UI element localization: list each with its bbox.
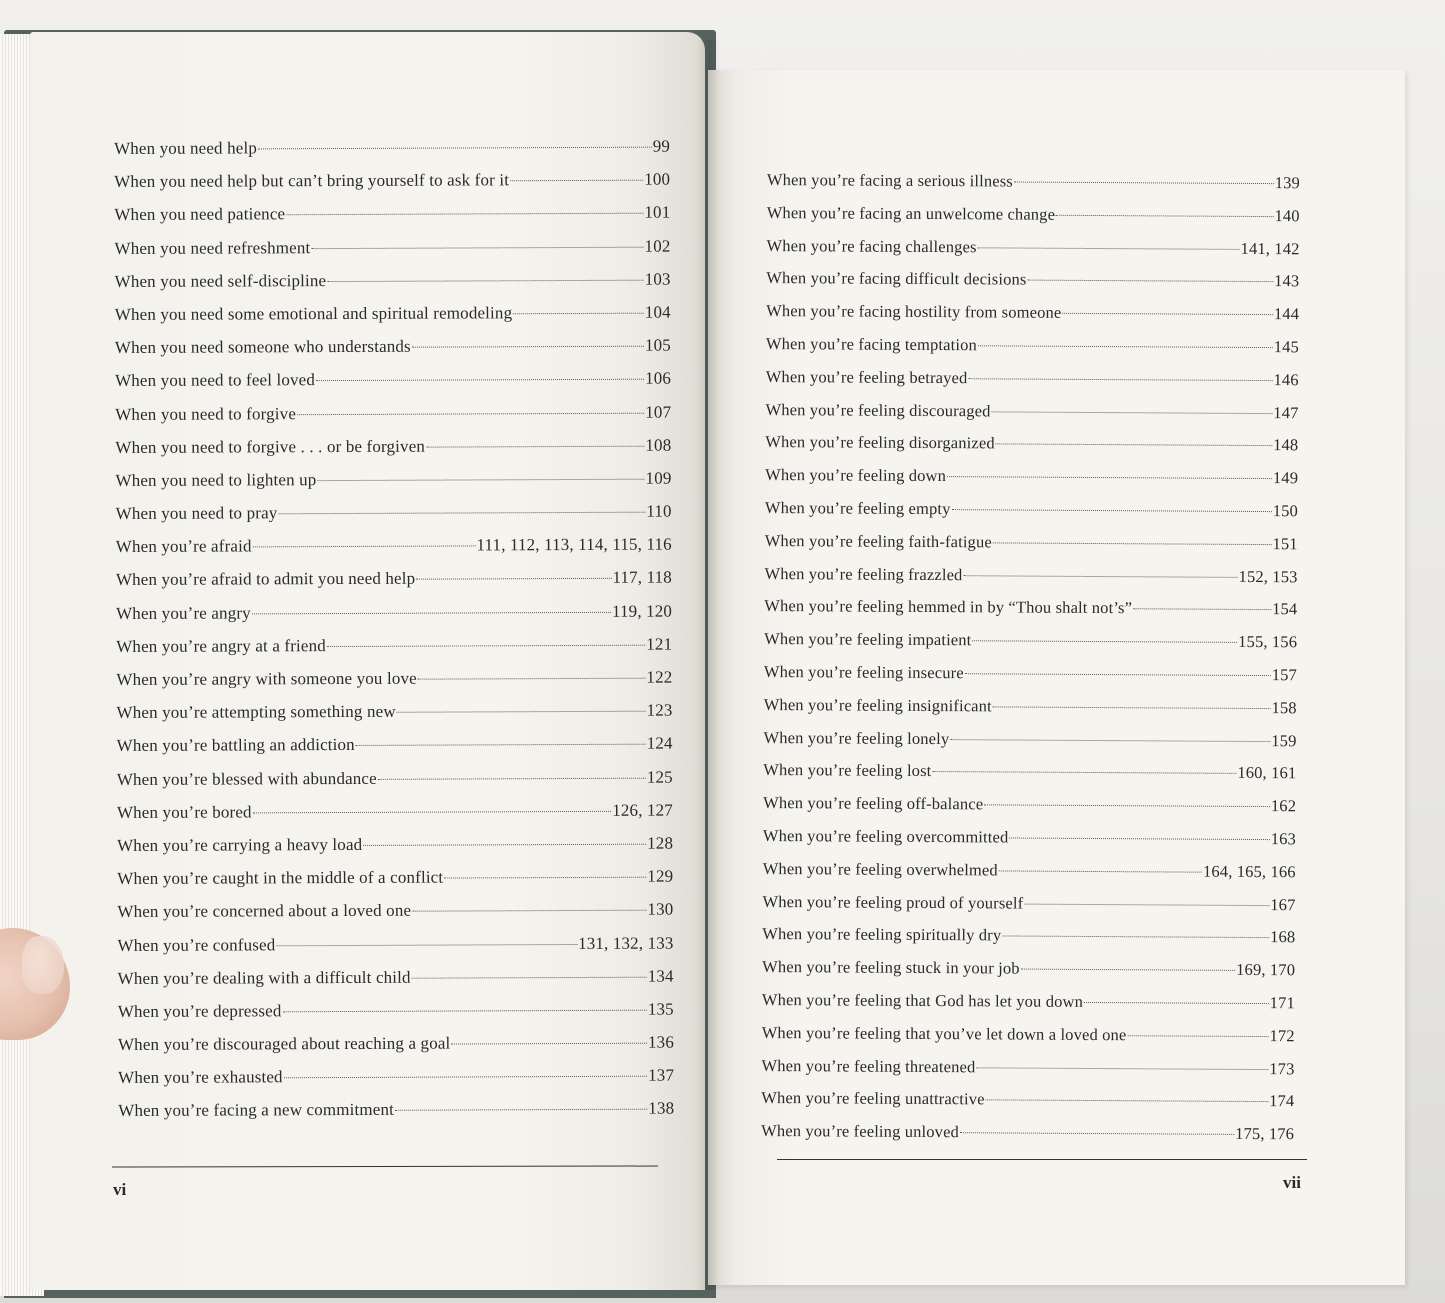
dot-leader <box>986 1099 1268 1103</box>
toc-entry-page: 105 <box>644 335 671 355</box>
dot-leader <box>1014 181 1274 185</box>
toc-entry-title: When you need someone who understands <box>114 336 411 358</box>
toc-entry-title: When you’re feeling hemmed in by “Thou shalt not’s” <box>764 596 1133 618</box>
toc-entry-page: 173 <box>1269 1058 1295 1078</box>
toc-entry <box>761 1055 1294 1091</box>
toc-entry-page: 162 <box>1270 796 1297 816</box>
dot-leader <box>412 345 644 348</box>
toc-entry <box>764 695 1297 731</box>
toc-entry <box>766 236 1299 272</box>
toc-entry-title: When you need help <box>114 138 257 158</box>
toc-entry-title: When you’re feeling down <box>765 465 947 486</box>
dot-leader <box>963 574 1237 578</box>
toc-entry-page: 108 <box>645 435 672 455</box>
dot-leader <box>297 411 644 415</box>
toc-entry <box>114 236 670 272</box>
toc-entry <box>117 867 673 903</box>
toc-entry <box>764 564 1297 600</box>
toc-entry-title: When you’re feeling lost <box>763 760 932 781</box>
toc-entry <box>116 601 672 637</box>
toc-list-right <box>761 170 1300 1157</box>
dot-leader <box>444 876 646 879</box>
toc-entry-page: 119, 120 <box>611 601 673 621</box>
toc-entry <box>765 432 1298 468</box>
toc-entry-page: 135 <box>647 999 674 1019</box>
toc-entry-title: When you’re feeling unloved <box>761 1121 960 1142</box>
toc-entry <box>765 465 1298 501</box>
toc-entry-page: 163 <box>1270 829 1296 849</box>
toc-entry-page: 100 <box>644 169 671 189</box>
toc-entry-page: 144 <box>1273 304 1300 324</box>
toc-entry-title: When you’re feeling overwhelmed <box>762 858 998 880</box>
toc-entry-page: 157 <box>1271 665 1297 685</box>
dot-leader <box>510 179 643 182</box>
dot-leader <box>947 475 1272 479</box>
toc-entry <box>767 203 1300 239</box>
dot-leader <box>978 344 1273 348</box>
toc-entry-title: When you’re afraid <box>115 536 252 557</box>
toc-entry-page: 154 <box>1272 599 1298 619</box>
toc-entry <box>116 535 672 571</box>
toc-entry-title: When you need help but can’t bring yourself to ask for it <box>114 170 510 192</box>
dot-leader <box>993 705 1271 709</box>
toc-entry <box>765 498 1298 534</box>
dot-leader <box>426 444 644 447</box>
toc-entry <box>761 1121 1294 1157</box>
toc-entry <box>116 634 672 670</box>
dot-leader <box>395 1108 647 1111</box>
dot-leader <box>993 541 1272 545</box>
toc-entry-page: 101 <box>644 202 671 223</box>
toc-entry-page: 104 <box>644 302 671 322</box>
toc-entry-title: When you’re exhausted <box>118 1067 283 1088</box>
page-number-right: vii <box>1283 1173 1301 1192</box>
toc-entry <box>118 1033 674 1069</box>
toc-entry-page: 129 <box>647 866 674 886</box>
dot-leader <box>999 869 1202 872</box>
toc-entry-page: 149 <box>1272 468 1299 488</box>
toc-entry <box>115 336 671 372</box>
toc-entry-title: When you’re feeling disorganized <box>765 432 995 453</box>
toc-entry-page: 140 <box>1274 205 1300 226</box>
dot-leader <box>978 246 1240 250</box>
toc-entry-page: 150 <box>1272 501 1298 521</box>
dot-leader <box>311 245 643 248</box>
dot-leader <box>253 810 612 814</box>
dot-leader <box>1002 935 1269 939</box>
toc-entry <box>763 859 1296 895</box>
toc-entry-title: When you need patience <box>114 204 286 225</box>
toc-entry-page: 168 <box>1270 927 1296 947</box>
toc-entry-title: When you need to forgive <box>115 403 297 424</box>
toc-entry <box>117 933 673 969</box>
dot-leader <box>968 377 1272 381</box>
toc-entry-title: When you’re depressed <box>117 1001 282 1021</box>
toc-entry-title: When you’re feeling lonely <box>763 727 950 748</box>
dot-leader <box>397 710 646 713</box>
toc-entry <box>117 900 673 936</box>
toc-entry-page: 152, 153 <box>1238 566 1298 586</box>
dot-leader <box>960 1131 1234 1135</box>
dot-leader <box>327 278 643 281</box>
toc-entry-title: When you’re attempting something new <box>116 701 396 723</box>
toc-entry-title: When you’re feeling stuck in your job <box>762 957 1020 978</box>
toc-entry-title: When you’re bored <box>116 802 252 822</box>
toc-entry-page: 159 <box>1271 730 1297 750</box>
toc-entry <box>114 170 670 206</box>
toc-entry-page: 175, 176 <box>1235 1123 1295 1144</box>
toc-entry-title: When you need self-discipline <box>114 270 327 291</box>
toc-entry-page: 126, 127 <box>612 800 673 820</box>
toc-entry-page: 143 <box>1274 271 1300 291</box>
toc-entry-page: 151 <box>1272 533 1298 554</box>
toc-entry-title: When you’re feeling insecure <box>763 661 964 683</box>
toc-entry-title: When you’re angry with someone you love <box>116 668 417 689</box>
toc-entry-page: 121 <box>646 634 673 654</box>
toc-entry-page: 103 <box>644 269 671 289</box>
dot-leader <box>412 909 646 912</box>
dot-leader <box>363 843 646 846</box>
toc-entry-page: 138 <box>648 1099 675 1119</box>
toc-entry-title: When you’re facing temptation <box>765 333 977 355</box>
toc-entry <box>118 966 674 1002</box>
toc-entry <box>116 502 672 538</box>
toc-entry-title: When you’re feeling unattractive <box>761 1088 985 1109</box>
toc-entry-page: 106 <box>645 368 672 388</box>
toc-entry <box>115 269 671 305</box>
dot-leader <box>1024 902 1269 905</box>
dot-leader <box>316 378 644 381</box>
toc-entry-page: 128 <box>647 833 674 853</box>
dot-leader <box>282 1009 646 1013</box>
toc-entry <box>764 596 1297 632</box>
toc-entry-title: When you need to pray <box>115 503 278 524</box>
toc-entry-title: When you’re concerned about a loved one <box>117 901 412 922</box>
toc-entry-title: When you need to forgive . . . or be forgiven <box>115 436 426 457</box>
toc-entry-page: 137 <box>648 1065 675 1085</box>
toc-entry-title: When you’re feeling spiritually dry <box>762 924 1002 945</box>
toc-entry-title: When you’re facing a serious illness <box>766 170 1013 191</box>
toc-entry-title: When you’re feeling faith-fatigue <box>764 530 992 552</box>
toc-entry <box>761 1088 1294 1124</box>
toc-entry-page: 102 <box>644 236 671 256</box>
dot-leader <box>327 643 645 646</box>
dot-leader <box>378 776 646 779</box>
toc-entry-page: 123 <box>646 700 673 720</box>
toc-entry-title: When you need to feel loved <box>115 370 316 391</box>
dot-leader <box>976 1066 1268 1070</box>
dot-leader <box>972 639 1237 643</box>
toc-entry-page: 172 <box>1269 1025 1295 1045</box>
toc-entry <box>765 400 1298 436</box>
toc-entry-title: When you’re afraid to admit you need help <box>115 569 416 590</box>
toc-entry-page: 169, 170 <box>1236 960 1296 980</box>
toc-list-left <box>114 137 674 1135</box>
toc-entry-page: 148 <box>1273 435 1299 455</box>
dot-leader <box>952 508 1272 512</box>
dot-leader <box>1084 1001 1269 1004</box>
toc-entry-page: 134 <box>647 966 674 986</box>
toc-entry-page: 136 <box>647 1032 674 1052</box>
dot-leader <box>356 743 646 746</box>
toc-entry-page: 158 <box>1271 697 1297 717</box>
toc-entry-page: 124 <box>646 733 673 754</box>
toc-entry-title: When you need to lighten up <box>115 469 317 490</box>
toc-entry <box>117 834 673 870</box>
toc-entry-page: 167 <box>1270 894 1296 914</box>
toc-entry <box>766 268 1299 304</box>
toc-entry-page: 160, 161 <box>1237 763 1297 783</box>
dot-leader <box>253 545 476 548</box>
dot-leader <box>416 577 611 580</box>
toc-entry <box>115 435 671 471</box>
toc-entry <box>763 760 1296 796</box>
toc-entry-title: When you’re facing challenges <box>766 235 977 256</box>
toc-entry-page: 164, 165, 166 <box>1202 861 1296 881</box>
toc-entry <box>115 303 671 339</box>
toc-entry <box>763 793 1296 829</box>
dot-leader <box>258 146 652 150</box>
toc-entry-page: 99 <box>652 136 671 156</box>
toc-entry-title: When you’re feeling threatened <box>761 1055 976 1076</box>
dot-leader <box>984 803 1270 807</box>
dot-leader <box>1133 608 1271 611</box>
toc-entry-page: 111, 112, 113, 114, 115, 116 <box>476 534 672 555</box>
toc-entry-title: When you’re confused <box>117 934 276 955</box>
toc-entry-title: When you’re angry <box>116 603 251 623</box>
dot-leader <box>317 478 644 481</box>
dot-leader <box>932 770 1236 774</box>
toc-entry <box>763 728 1296 764</box>
toc-entry-title: When you’re feeling that you’ve let down a loved one <box>761 1022 1127 1044</box>
toc-entry-title: When you’re feeling that God has let you down <box>761 989 1084 1011</box>
toc-entry-title: When you need refreshment <box>114 237 311 258</box>
toc-entry-page: 109 <box>645 468 672 488</box>
toc-entry-title: When you’re angry at a friend <box>116 635 326 656</box>
toc-entry-title: When you’re feeling overcommitted <box>762 825 1009 847</box>
toc-entry-title: When you’re feeling impatient <box>764 629 972 650</box>
page-number-left: vi <box>113 1180 127 1199</box>
toc-entry-title: When you’re feeling off-balance <box>763 793 984 814</box>
toc-entry-page: 125 <box>646 767 673 787</box>
toc-entry-title: When you’re facing a new commitment <box>118 1100 395 1121</box>
toc-entry-page: 122 <box>646 667 673 687</box>
toc-entry-title: When you’re facing an unwelcome change <box>766 202 1056 224</box>
dot-leader <box>996 443 1272 447</box>
toc-entry <box>115 468 671 504</box>
toc-entry <box>762 957 1295 993</box>
toc-entry <box>765 531 1298 567</box>
toc-entry <box>115 369 671 405</box>
dot-leader <box>451 1042 647 1045</box>
toc-entry <box>767 170 1300 206</box>
dot-leader <box>276 942 577 945</box>
toc-entry <box>118 1066 674 1102</box>
toc-entry-page: 141, 142 <box>1240 238 1300 258</box>
toc-entry-page: 145 <box>1273 337 1299 357</box>
toc-entry <box>117 800 673 836</box>
toc-entry-page: 174 <box>1269 1091 1295 1111</box>
dot-leader <box>1009 836 1269 840</box>
toc-entry <box>114 137 670 173</box>
toc-entry-title: When you’re battling an addiction <box>116 735 355 756</box>
toc-entry <box>118 1099 674 1135</box>
toc-entry-title: When you’re feeling frazzled <box>764 563 963 584</box>
toc-entry <box>764 662 1297 698</box>
dot-leader <box>418 677 646 680</box>
footer-rule-right <box>777 1159 1307 1160</box>
toc-entry-page: 171 <box>1269 993 1295 1013</box>
dot-leader <box>513 312 644 315</box>
dot-leader <box>284 1075 647 1079</box>
dot-leader <box>278 511 645 515</box>
toc-entry <box>766 334 1299 370</box>
dot-leader <box>1056 214 1273 217</box>
toc-entry-title: When you’re dealing with a difficult child <box>117 967 411 988</box>
book-gutter-shadow <box>696 40 720 1290</box>
toc-entry <box>764 629 1297 665</box>
toc-entry <box>762 924 1295 960</box>
toc-entry-title: When you’re feeling discouraged <box>765 399 991 420</box>
toc-entry-title: When you’re facing difficult decisions <box>766 268 1027 289</box>
dot-leader <box>1127 1034 1268 1037</box>
toc-entry-title: When you’re blessed with abundance <box>116 768 377 789</box>
toc-entry-title: When you’re carrying a heavy load <box>117 834 363 855</box>
dot-leader <box>1021 968 1235 971</box>
toc-entry-page: 147 <box>1273 402 1299 422</box>
toc-entry <box>763 826 1296 862</box>
toc-entry <box>115 402 671 438</box>
toc-entry <box>766 367 1299 403</box>
toc-entry-page: 107 <box>645 402 672 422</box>
toc-entry-title: When you’re caught in the middle of a conflict <box>117 867 444 889</box>
dot-leader <box>412 975 647 978</box>
dot-leader <box>965 672 1271 676</box>
toc-entry-page: 139 <box>1274 173 1300 193</box>
dot-leader <box>950 738 1270 742</box>
toc-entry-page: 131, 132, 133 <box>578 933 674 953</box>
toc-entry-title: When you’re feeling insignificant <box>763 694 992 716</box>
toc-entry-title: When you’re feeling empty <box>764 497 951 519</box>
dot-leader <box>286 212 643 216</box>
toc-entry-title: When you need some emotional and spiritual remodeling <box>114 303 513 324</box>
toc-entry <box>766 301 1299 337</box>
toc-entry-page: 130 <box>647 899 674 919</box>
dot-leader <box>1027 279 1273 283</box>
toc-entry <box>116 568 672 604</box>
toc-entry-page: 146 <box>1273 369 1299 390</box>
toc-entry-title: When you’re discouraged about reaching a goal <box>117 1033 451 1055</box>
toc-entry-page: 155, 156 <box>1238 632 1298 652</box>
toc-entry-page: 110 <box>646 501 672 521</box>
toc-entry <box>116 701 672 737</box>
toc-entry <box>117 734 673 770</box>
toc-entry-title: When you’re feeling proud of yourself <box>762 891 1024 913</box>
toc-entry-title: When you’re facing hostility from someone <box>766 301 1062 322</box>
toc-entry <box>762 990 1295 1026</box>
toc-entry <box>762 1023 1295 1059</box>
toc-entry <box>114 203 670 239</box>
toc-entry-page: 117, 118 <box>612 568 672 588</box>
toc-entry <box>762 892 1295 928</box>
toc-entry <box>117 767 673 803</box>
toc-entry-title: When you’re feeling betrayed <box>765 366 968 388</box>
thumbnail-nail <box>22 936 64 994</box>
toc-entry <box>118 999 674 1035</box>
toc-entry <box>116 668 672 704</box>
dot-leader <box>1062 312 1273 315</box>
dot-leader <box>992 410 1273 414</box>
dot-leader <box>252 610 611 614</box>
